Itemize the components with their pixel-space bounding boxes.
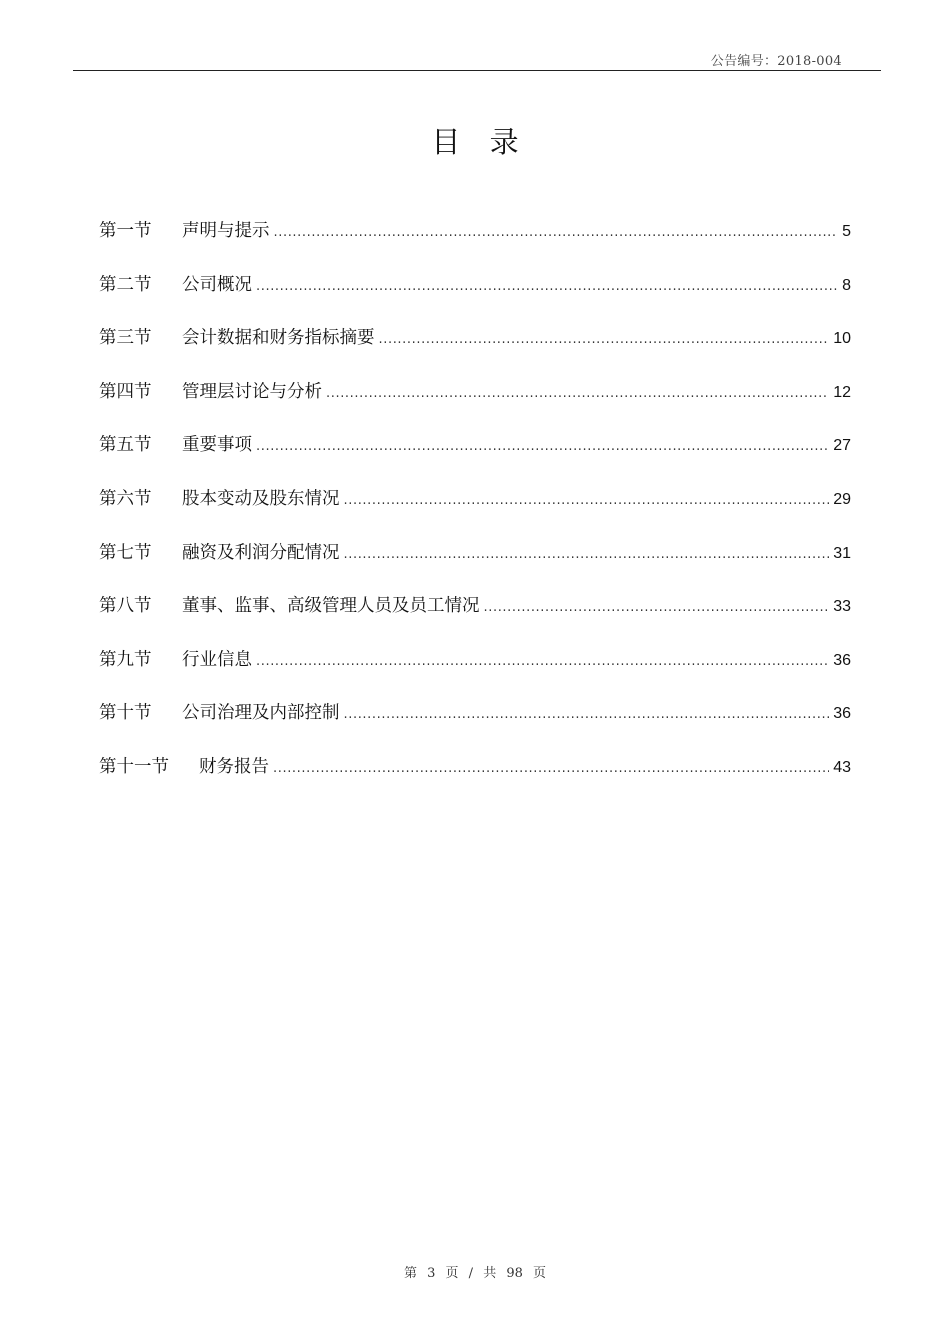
toc-page-number: 27 (833, 437, 851, 455)
toc-section-number: 第六节 (99, 488, 152, 509)
toc-dot-leader (326, 376, 829, 412)
toc-dot-leader (344, 483, 830, 519)
toc-page-number: 36 (833, 651, 851, 669)
page-footer (0, 1262, 950, 1281)
toc-page-number: 29 (833, 490, 851, 508)
footer-total-suffix: 页 (533, 1266, 547, 1281)
toc-section-title: 公司概况 (182, 274, 252, 295)
toc-page-number: 43 (833, 758, 851, 776)
toc-dot-leader (344, 537, 830, 573)
toc-entry[interactable] (99, 267, 851, 321)
toc-entry[interactable] (99, 535, 851, 589)
toc-dot-leader (379, 322, 830, 358)
announcement-number: 公告编号：2018-004 (710, 54, 842, 69)
footer-total-prefix: 共 (483, 1266, 497, 1281)
toc-section-title: 股本变动及股东情况 (182, 488, 340, 509)
footer-page-word: 页 (445, 1266, 459, 1281)
footer-total-pages: 98 (506, 1266, 523, 1281)
toc-entry[interactable] (99, 213, 851, 267)
toc-section-number: 第九节 (99, 649, 152, 670)
toc-entry[interactable] (99, 427, 851, 481)
table-of-contents (99, 213, 851, 803)
toc-page-number: 12 (833, 383, 851, 401)
toc-entry[interactable] (99, 642, 851, 696)
toc-section-title: 重要事项 (182, 435, 252, 456)
toc-section-number: 第三节 (99, 328, 152, 349)
toc-entry[interactable] (99, 695, 851, 749)
toc-page-number: 36 (833, 705, 851, 723)
toc-entry[interactable] (99, 588, 851, 642)
toc-section-number: 第二节 (99, 274, 152, 295)
toc-section-title: 声明与提示 (182, 221, 270, 241)
footer-prefix: 第 (403, 1266, 417, 1281)
toc-dot-leader (256, 269, 837, 305)
toc-entry[interactable] (99, 481, 851, 535)
toc-section-number: 第七节 (99, 542, 152, 563)
toc-dot-leader (256, 644, 829, 680)
toc-dot-leader (344, 697, 830, 733)
toc-dot-leader (274, 215, 838, 251)
toc-entry[interactable] (99, 374, 851, 428)
toc-page-number: 31 (833, 544, 851, 562)
toc-section-title: 管理层讨论与分析 (182, 381, 322, 402)
toc-page-number: 33 (833, 598, 851, 616)
toc-section-title: 会计数据和财务指标摘要 (182, 328, 375, 349)
page-title: 目 录 (431, 125, 529, 159)
toc-page-number: 5 (842, 223, 851, 240)
toc-section-title: 行业信息 (182, 649, 252, 670)
toc-entry[interactable] (99, 749, 851, 803)
toc-dot-leader (273, 751, 829, 787)
toc-page-number: 8 (842, 276, 851, 294)
toc-dot-leader (256, 429, 829, 465)
toc-section-title: 董事、监事、高级管理人员及员工情况 (182, 596, 480, 617)
toc-section-title: 融资及利润分配情况 (182, 542, 340, 563)
footer-current-page: 3 (427, 1266, 436, 1281)
toc-page-number: 10 (833, 330, 851, 348)
toc-section-number: 第一节 (99, 221, 152, 241)
header-divider (73, 70, 881, 71)
toc-section-title: 公司治理及内部控制 (182, 703, 340, 724)
toc-section-title: 财务报告 (199, 756, 269, 777)
toc-section-number: 第十一节 (99, 756, 169, 777)
footer-separator: / (468, 1266, 474, 1281)
toc-section-number: 第四节 (99, 381, 152, 402)
toc-section-number: 第五节 (99, 435, 152, 456)
toc-section-number: 第十节 (99, 703, 152, 724)
toc-section-number: 第八节 (99, 596, 152, 617)
toc-dot-leader (484, 590, 830, 626)
toc-entry[interactable] (99, 320, 851, 374)
